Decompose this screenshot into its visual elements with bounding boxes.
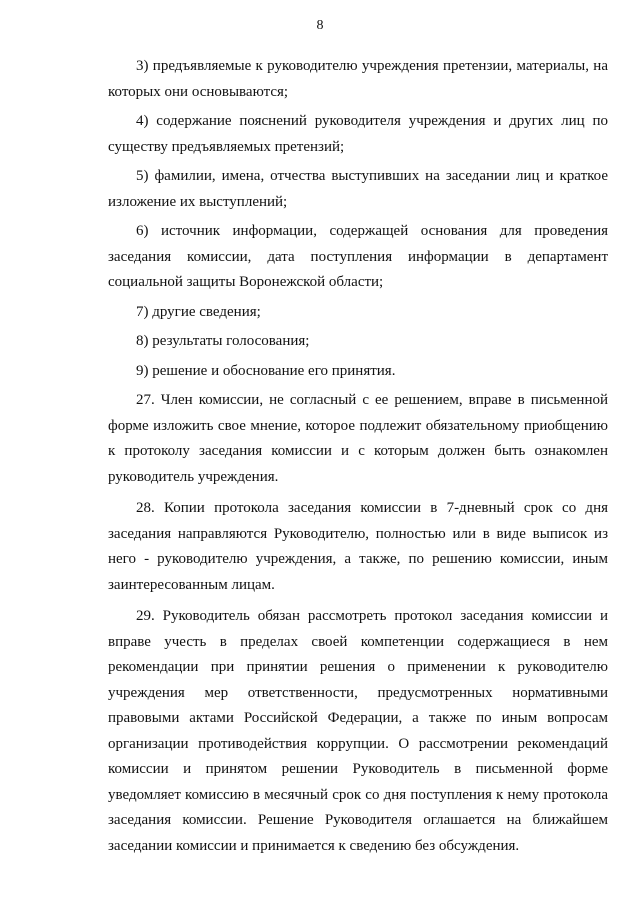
paragraph-item-4: 4) содержание пояснений руководителя учреждения и других лиц по существу предъявляемых претензий; bbox=[108, 113, 608, 155]
paragraph-item-9: 9) решение и обоснование его принятия. bbox=[136, 362, 396, 379]
paragraph-item-8: 8) результаты голосования; bbox=[136, 333, 310, 349]
paragraph-item-7: 7) другие сведения; bbox=[136, 303, 261, 320]
paragraph-item-6: 6) источник информации, содержащей основания для проведения заседания комиссии, дата поступления информации в департамент социальной защиты Воронежской области; bbox=[108, 223, 608, 290]
document-body bbox=[108, 54, 608, 859]
paragraph-item-3: 3) предъявляемые к руководителю учреждения претензии, материалы, на которых они основываются; bbox=[108, 58, 608, 100]
paragraph-clause-27: 27. Член комиссии, не согласный с ее решением, вправе в письменной форме изложить свое мнение, которое подлежит обязательному приобщению к протоколу заседания комиссии и с которым должен быть ознакомлен руководитель учреждения. bbox=[108, 392, 608, 485]
paragraph-item-5: 5) фамилии, имена, отчества выступивших на заседании лиц и краткое изложение их выступлений; bbox=[108, 168, 608, 210]
paragraph-clause-28: 28. Копии протокола заседания комиссии в 7-дневный срок со дня заседания направляются Руководителю, полностью или в виде выписок из него - руководителю учреждения, а также, по решению комиссии, иным заинтересованным лицам. bbox=[108, 500, 608, 593]
paragraph-clause-29: 29. Руководитель обязан рассмотреть протокол заседания комиссии и вправе учесть в пределах своей компетенции содержащиеся в нем рекомендации при принятии решения о применении к руководителю учреждения мер ответственности, предусмотренных нормативными правовыми актами Российской Федерации, а также по иным вопросам организации противодействия коррупции. О рассмотрении рекомендаций комиссии и принятом решении Руководитель в письменной форме уведомляет комиссию в месячный срок со дня поступления к нему протокола заседания комиссии. Решение Руководителя оглашается на ближайшем заседании комиссии и принимается к сведению без обсуждения. bbox=[108, 608, 608, 854]
page-number: 8 bbox=[316, 18, 324, 33]
